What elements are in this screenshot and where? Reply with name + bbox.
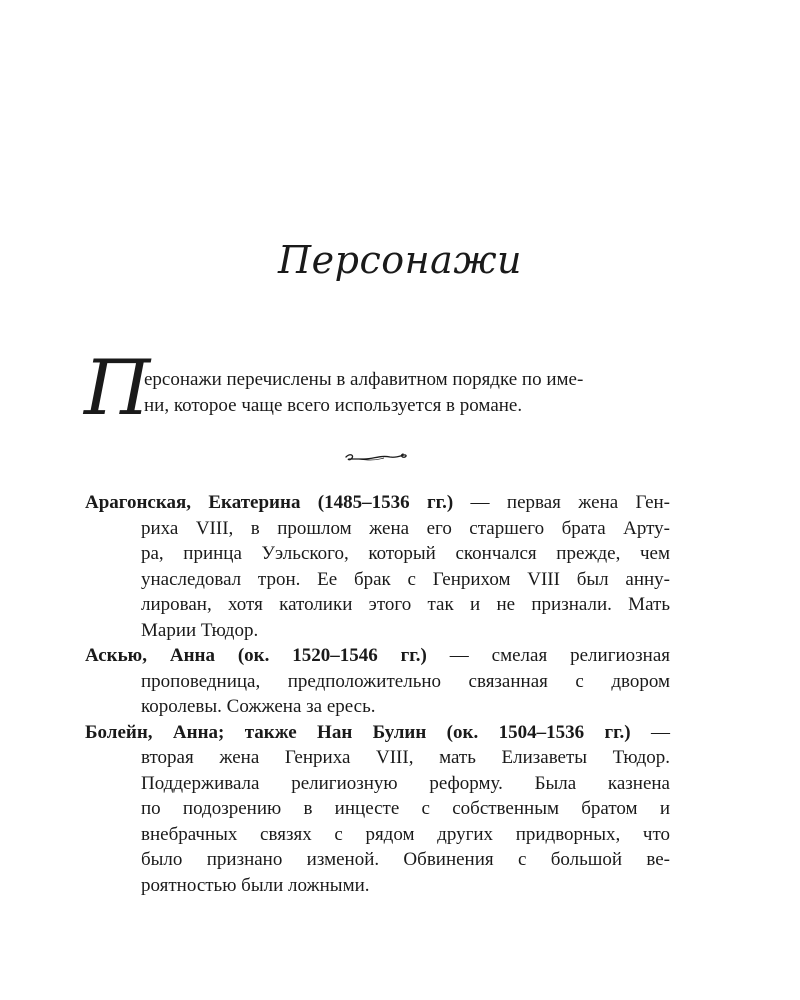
- character-entry: [85, 720, 670, 899]
- swash-ornament-icon: [344, 449, 408, 465]
- entry-line: унаследовал трон. Ее брак с Генрихом VIII был анну-: [141, 568, 670, 590]
- intro-line: ни, которое чаще всего используется в романе.: [144, 395, 523, 416]
- drop-cap: П: [84, 343, 151, 432]
- entry-line: было признано изменой. Обвинения с большой ве-: [141, 849, 670, 870]
- entry-text: —: [630, 721, 671, 743]
- entry-line: вторая жена Генриха VIII, мать Елизаветы Тюдор.: [141, 747, 670, 768]
- entry-first-line: [85, 643, 670, 669]
- entry-first-line: [85, 490, 670, 516]
- character-entry: [85, 490, 670, 643]
- entry-text: — первая жена Ген-: [453, 492, 670, 513]
- intro-line: ерсонажи перечислены в алфавитном порядке по име-: [144, 369, 584, 390]
- entry-line: роятностью были ложными.: [141, 874, 370, 896]
- character-name: Аскью, Анна (ок. 1520–1546 гг.): [85, 645, 427, 666]
- entry-line: Поддерживала религиозную реформу. Была казнена: [141, 772, 670, 794]
- entry-line: риха VIII, в прошлом жена его старшего брата Арту-: [141, 517, 670, 539]
- entry-text: — смелая религиозная: [426, 645, 670, 666]
- entry-line: лирован, хотя католики этого так и не признали. Мать: [141, 594, 670, 615]
- intro-paragraph: [84, 343, 672, 432]
- entry-line: ра, принца Уэльского, который скончался прежде, чем: [141, 543, 670, 564]
- page-title: Персонажи: [278, 238, 522, 282]
- entry-line: Марии Тюдор.: [141, 619, 259, 641]
- entry-line: по подозрению в инцесте с собственным братом и: [141, 798, 670, 819]
- character-name: Арагонская, Екатерина (1485–1536 гг.): [85, 492, 454, 513]
- entry-first-line: [85, 720, 670, 746]
- character-entry: [85, 643, 670, 720]
- entry-line: королевы. Сожжена за ересь.: [141, 696, 376, 717]
- character-name: Болейн, Анна; также Нан Булин (ок. 1504–1536 гг.): [85, 721, 631, 743]
- entry-line: внебрачных связях с рядом других придворных, что: [141, 823, 670, 845]
- character-list: [85, 490, 670, 898]
- entry-line: проповедница, предположительно связанная с двором: [141, 670, 670, 692]
